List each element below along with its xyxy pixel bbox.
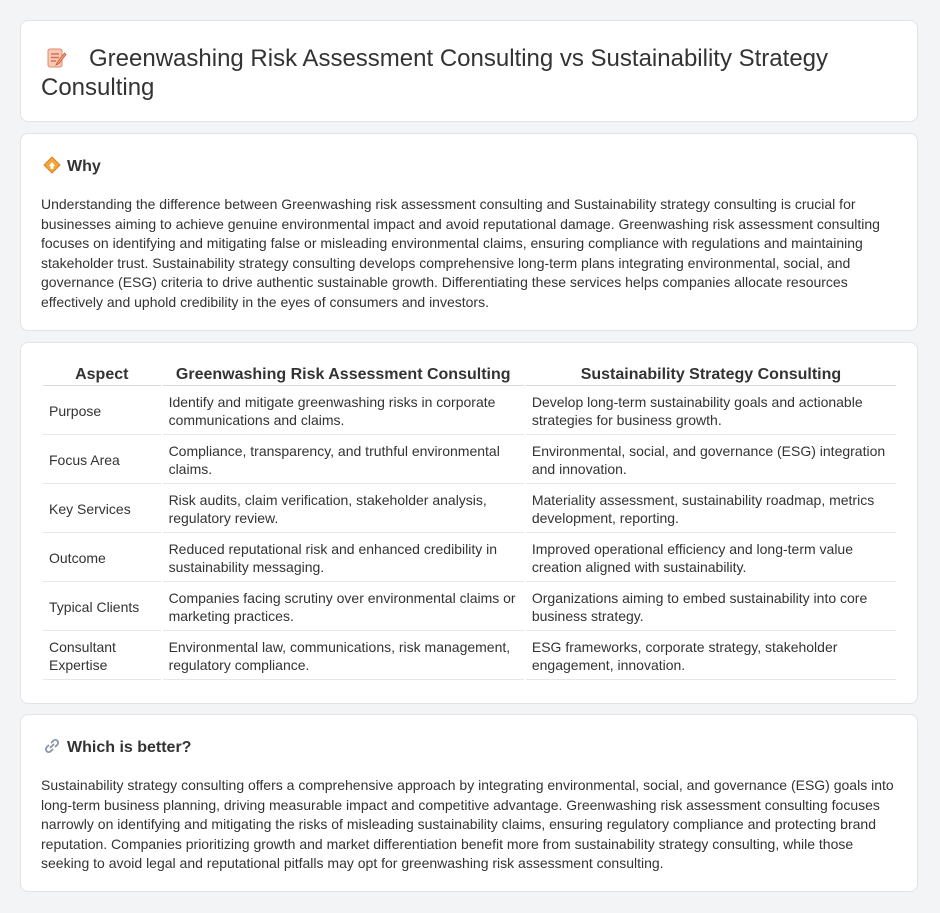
row-aspect: Outcome (43, 535, 161, 582)
title-card (20, 20, 918, 122)
why-card (20, 133, 918, 331)
which-better-card (20, 714, 918, 892)
why-text: Understanding the difference between Greenwashing risk assessment consulting and Sustainability strategy consulting is crucial for businesses aiming to achieve genuine environmental impact and avoid reputational damage. Greenwashing risk assessment consulting focuses on identifying and mitigating false or misleading environmental claims, ensuring compliance with regulations and maintaining stakeholder trust. Sustainability strategy consulting develops comprehensive long-term plans integrating environmental, social, and governance (ESG) criteria to drive authentic sustainable growth. Differentiating these services helps companies allocate resources effectively and uphold credibility in the eyes of consumers and investors. (41, 196, 880, 310)
why-heading-text: Why (67, 158, 101, 175)
row-sustainability-cell: Materiality assessment, sustainability roadmap, metrics development, reporting. (526, 486, 896, 533)
page-title-text: Greenwashing Risk Assessment Consulting vs Sustainability Strategy Consulting (41, 45, 829, 101)
page-title (41, 44, 891, 102)
row-aspect: Key Services (43, 486, 161, 533)
row-greenwashing-cell: Reduced reputational risk and enhanced credibility in sustainability messaging. (163, 535, 524, 582)
row-greenwashing-cell: Environmental law, communications, risk management, regulatory compliance. (163, 633, 524, 680)
row-aspect: Typical Clients (43, 584, 161, 631)
row-aspect: Purpose (43, 388, 161, 435)
table-header-row (43, 364, 896, 386)
row-sustainability-cell: Organizations aiming to embed sustainability into core business strategy. (526, 584, 896, 631)
table-row (43, 633, 896, 680)
row-aspect: Focus Area (43, 437, 161, 484)
row-greenwashing-cell: Risk audits, claim verification, stakeholder analysis, regulatory review. (163, 486, 524, 533)
comparison-table (41, 362, 898, 682)
why-heading (43, 156, 101, 177)
comparison-card (20, 342, 918, 704)
row-sustainability-cell: Develop long-term sustainability goals and actionable strategies for business growth. (526, 388, 896, 435)
header-aspect: Aspect (43, 364, 161, 386)
table-row (43, 388, 896, 435)
better-heading-text: Which is better? (67, 739, 192, 756)
diamond-icon (43, 156, 61, 174)
row-greenwashing-cell: Identify and mitigate greenwashing risks in corporate communications and claims. (163, 388, 524, 435)
table-row (43, 486, 896, 533)
better-text: Sustainability strategy consulting offers a comprehensive approach by integrating environmental, social, and governance (ESG) goals into long-term business planning, driving measurable impact and competitive advantage. Greenwashing risk assessment consulting focuses narrowly on identifying and mitigating the risks of misleading sustainability claims, ensuring regulatory compliance and protecting brand reputation. Companies prioritizing growth and market differentiation benefit more from sustainability strategy consulting, while those seeking to avoid legal and reputational pitfalls may opt for greenwashing risk assessment consulting. (41, 777, 894, 871)
row-sustainability-cell: Environmental, social, and governance (ESG) integration and innovation. (526, 437, 896, 484)
table-row (43, 584, 896, 631)
table-row (43, 535, 896, 582)
row-greenwashing-cell: Compliance, transparency, and truthful environmental claims. (163, 437, 524, 484)
row-sustainability-cell: ESG frameworks, corporate strategy, stakeholder engagement, innovation. (526, 633, 896, 680)
better-heading (43, 737, 191, 758)
header-greenwashing: Greenwashing Risk Assessment Consulting (163, 364, 524, 386)
row-aspect: Consultant Expertise (43, 633, 161, 680)
header-sustainability: Sustainability Strategy Consulting (526, 364, 896, 386)
memo-icon (45, 47, 67, 69)
link-icon (43, 737, 61, 755)
row-greenwashing-cell: Companies facing scrutiny over environmental claims or marketing practices. (163, 584, 524, 631)
row-sustainability-cell: Improved operational efficiency and long-term value creation aligned with sustainability. (526, 535, 896, 582)
table-row (43, 437, 896, 484)
